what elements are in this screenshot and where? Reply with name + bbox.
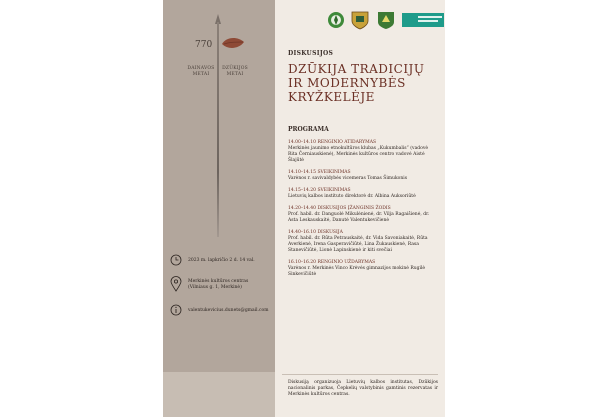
clock-icon [170,254,182,266]
left-panel-footer [163,372,275,417]
session-description: Prof. habil. dr. Rūta Petrauskaitė, dr. Vida Savoniakaitė, Rūta Averkienė, Irena Gasperavičiūtė, Lina Žukauskienė, Rasa Stanevičiūtė, Lionė Lapinskienė ir kiti svečiai [288,236,428,253]
program-session [288,260,438,278]
anniversary-number: 770 [195,40,213,50]
program-session [288,170,438,182]
session-description: Lietuvių kalbos instituto direktorė dr. Albina Auksoriūtė [288,194,416,199]
session-time: 14.10–14.15 SVEIKINIMAS [288,170,351,175]
program-list [288,140,438,284]
footer-divider [282,374,438,375]
session-time: 14.20–14.40 DISKUSIJOS ĮŽANGINIS ŽODIS [288,206,391,211]
left-panel [163,0,275,417]
session-description: Varėnos r. Merkinės Vinco Krėvės gimnazijos mokinė Rugilė Sinkevičiūtė [288,266,426,277]
program-heading: PROGRAMA [288,126,329,133]
reserve-logo-icon [402,10,444,30]
program-session [288,206,438,224]
event-type-label: DISKUSIJOS [288,50,334,57]
date-time: 2023 m. lapkričio 2 d. 14 val. [188,258,255,263]
session-description: Varėnos r. savivaldybės vicemeras Tomas Šimukonis [288,176,408,181]
event-title-line: DZŪKIJA TRADICIJŲ [288,62,425,76]
caption-dainavos: DAINAVOS METAI [187,66,215,77]
program-session [288,188,438,200]
event-title [288,62,424,104]
session-time: 16.10–16.20 RENGINIO UŽDARYMAS [288,260,376,265]
session-time: 14.15–14.20 SVEIKINIMAS [288,188,351,193]
coat-of-arms-icon [351,10,369,30]
park-logo-icon [376,10,396,30]
session-time: 14.40–16.10 DISKUSIJA [288,230,343,235]
spear-icon [217,22,219,237]
session-time: 14.00–14.10 RENGINIO ATIDARYMAS [288,140,377,145]
contact-email[interactable]: valentukevicius.dunets@gmail.com [188,308,269,313]
program-session [288,230,438,254]
institute-logo-icon [326,10,346,30]
venue-address: Merkinės kultūros centras (Vilniaus g. 1, Merkinė) [188,279,249,290]
organizers-note: Diskusiją organizuoja Lietuvių kalbos institutas, Dzūkijos nacionalinis parkas, Čepkelių valstybinis gamtinis rezervatas ir Merkinės kultūros centras. [288,380,438,397]
event-title-line: KRYŽKELĖJE [288,90,375,104]
program-session [288,140,438,164]
session-description: Merkinės jaunimo etnokultūros klubas „Kukumbalis“ (vadovė Rita Černiauskienė), Merkinės kultūros centro vadovė Aistė Šlajūtė [288,146,429,163]
bronze-leaf-icon [221,36,245,51]
event-title-line: IR MODERNYBĖS [288,76,406,90]
caption-dzukijos: DZŪKIJOS METAI [222,66,248,77]
session-description: Prof. habil. dr. Danguolė Mikulėnienė, dr. Vilja Ragaišienė, dr. Asta Leskauskaitė, Danutė Valentukevičienė [288,212,430,223]
info-icon [170,304,182,316]
location-pin-icon [170,276,182,292]
